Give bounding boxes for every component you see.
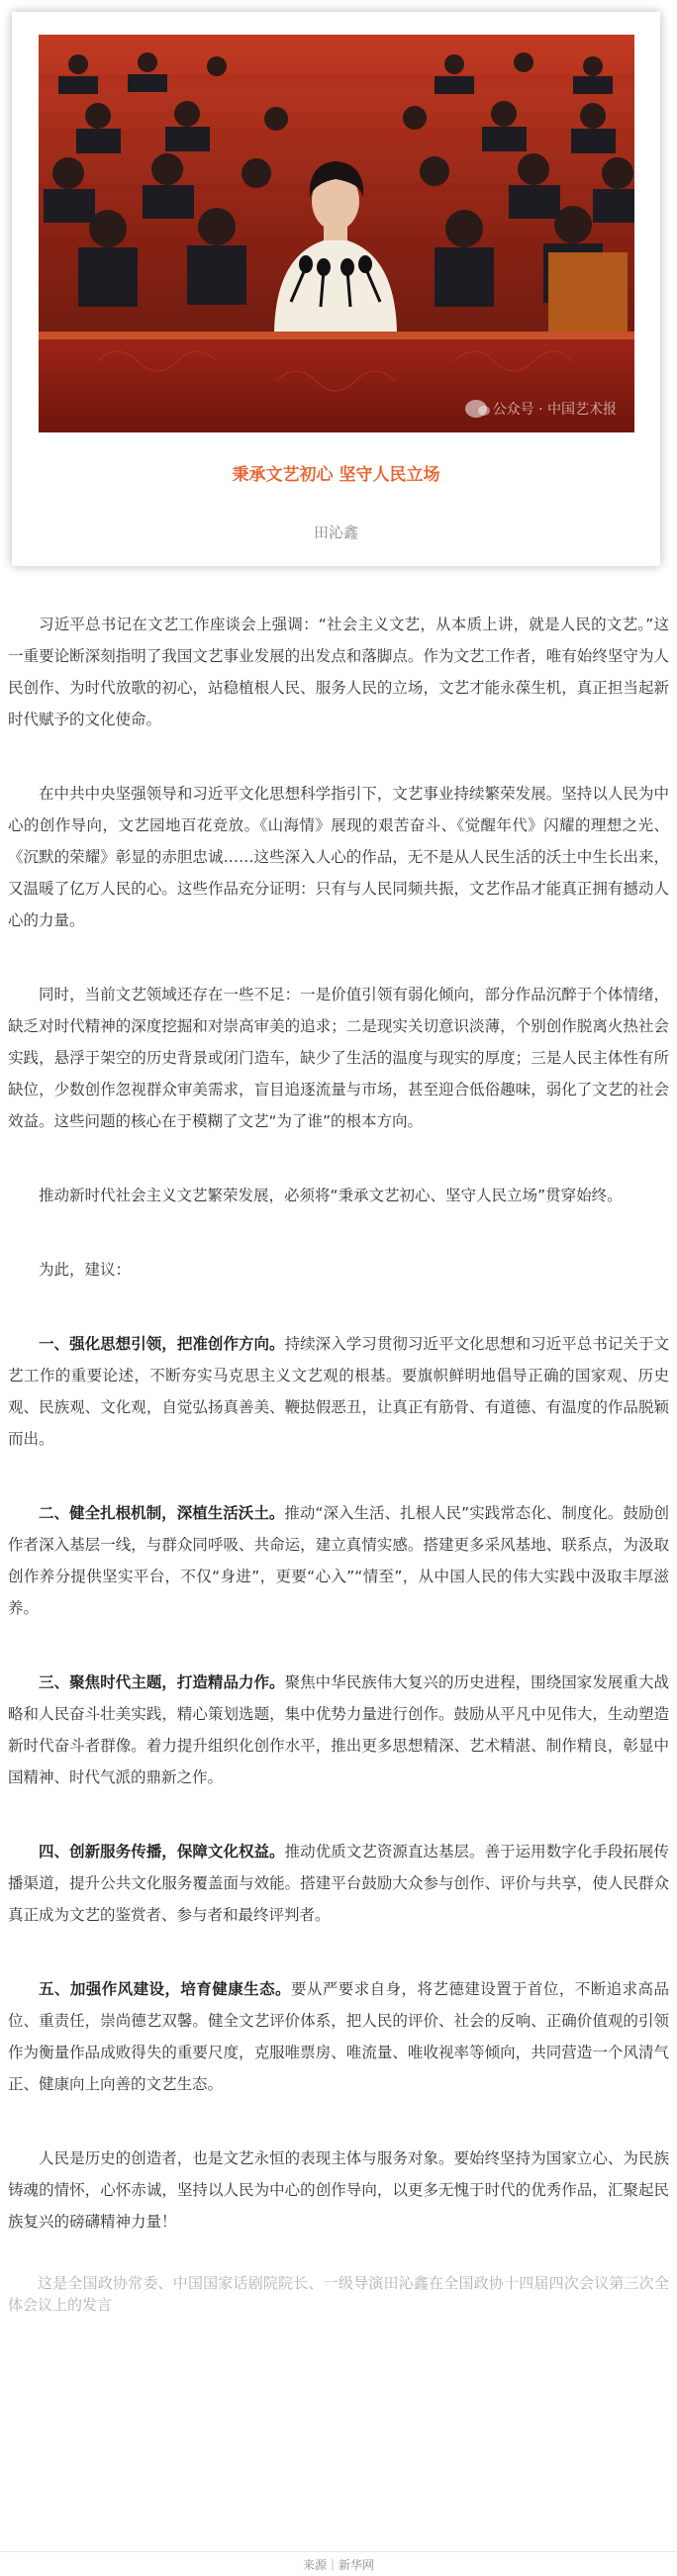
proposal-heading: 四、创新服务传播，保障文化权益。 xyxy=(39,1843,285,1860)
footer-divider xyxy=(0,2551,677,2552)
article-title: 秉承文艺初心 坚守人民立场 xyxy=(232,465,440,485)
watermark xyxy=(465,399,617,419)
article-author: 田沁鑫 xyxy=(313,524,358,541)
paragraph: 习近平总书记在文艺工作座谈会上强调：“社会主义文艺，从本质上讲，就是人民的文艺。”这一重要论断深刻指明了我国文艺事业发展的出发点和落脚点。作为文艺工作者，唯有始终坚守为人民创作、为时代放歌的初心，站稳植根人民、服务人民的立场，文艺才能永葆生机，真正担当起新时代赋予的文化使命。 xyxy=(8,616,669,728)
header-card xyxy=(12,12,660,566)
paragraph: 推动新时代社会主义文艺繁荣发展，必须将“秉承文艺初心、坚守人民立场”贯穿始终。 xyxy=(39,1187,623,1204)
proposal-2: 二、健全扎根机制，深植生活沃土。推动“深入生活、扎根人民”实践常态化、制度化。鼓励创作者深入基层一线，与群众同呼吸、共命运，建立真情实感。搭建更多采风基地、联系点，为汲取创作养分提供坚实平台，不仅“身进”，更要“心入”“情至”，从中国人民的伟大实践中汲取丰厚滋养。 xyxy=(8,1504,669,1617)
article-body xyxy=(8,609,669,2358)
watermark-text: 公众号 · 中国艺术报 xyxy=(492,402,617,418)
paragraph: 为此，建议： xyxy=(39,1261,132,1279)
proposal-5: 五、加强作风建设，培育健康生态。要从严要求自身，将艺德建设置于首位，不断追求高品位、重责任，崇尚德艺双馨。健全文艺评价体系，把人民的评价、社会的反响、正确价值观的引领作为衡量作品成败得失的重要尺度，克服唯票房、唯流量、唯收视率等倾向，共同营造一个风清气正、健康向上向善的文艺生态。 xyxy=(8,1980,669,2093)
proposal-4: 四、创新服务传播，保障文化权益。推动优质文艺资源直达基层。善于运用数字化手段拓展传播渠道，提升公共文化服务覆盖面与效能。搭建平台鼓励大众参与创作、评价与共享，使人民群众真正成为文艺的鉴赏者、参与者和最终评判者。 xyxy=(8,1843,669,1924)
paragraph: 同时，当前文艺领域还存在一些不足：一是价值引领有弱化倾向，部分作品沉醉于个体情绪，缺乏对时代精神的深度挖掘和对崇高审美的追求；二是现实关切意识淡薄，个别创作脱离火热社会实践，悬浮于架空的历史背景或闭门造车，缺少了生活的温度与现实的厚度；三是人民主体性有所缺位，少数创作忽视群众审美需求，盲目追逐流量与市场，甚至迎合低俗趣味，弱化了文艺的社会效益。这些问题的核心在于模糊了文艺“为了谁”的根本方向。 xyxy=(8,986,669,1130)
paragraph: 在中共中央坚强领导和习近平文化思想科学指引下，文艺事业持续繁荣发展。坚持以人民为中心的创作导向，文艺园地百花竞放。《山海情》展现的艰苦奋斗、《觉醒年代》闪耀的理想之光、《沉默的荣耀》彰显的赤胆忠诚……这些深入人心的作品，无不是从人民生活的沃土中生长出来，又温暖了亿万人民的心。这些作品充分证明：只有与人民同频共振，文艺作品才能真正拥有撼动人心的力量。 xyxy=(8,785,669,929)
photo-illustration xyxy=(39,35,634,432)
paragraph: 人民是历史的创造者，也是文艺永恒的表现主体与服务对象。要始终坚持为国家立心、为民族铸魂的情怀，心怀赤诚，坚持以人民为中心的创作导向，以更多无愧于时代的优秀作品，汇聚起民族复兴的磅礴精神力量！ xyxy=(8,2149,669,2231)
source-footer: 来源｜新华网 xyxy=(302,2558,374,2572)
proposal-heading: 一、强化思想引领，把准创作方向。 xyxy=(39,1335,285,1353)
proposal-heading: 三、聚焦时代主题，打造精品力作。 xyxy=(39,1673,285,1691)
proposal-heading: 二、健全扎根机制，深植生活沃土。 xyxy=(39,1504,285,1522)
proposal-heading: 五、加强作风建设，培育健康生态。 xyxy=(39,1980,291,1998)
proposal-3: 三、聚焦时代主题，打造精品力作。聚焦中华民族伟大复兴的历史进程，围绕国家发展重大战略和人民奋斗壮美实践，精心策划选题，集中优势力量进行创作。鼓励从平凡中见伟大，生动塑造新时代奋斗者群像。着力提升组织化创作水平，推出更多思想精深、艺术精湛、制作精良，彰显中国精神、时代气派的鼎新之作。 xyxy=(8,1673,669,1786)
proposal-1: 一、强化思想引领，把准创作方向。持续深入学习贯彻习近平文化思想和习近平总书记关于文艺工作的重要论述，不断夯实马克思主义文艺观的根基。要旗帜鲜明地倡导正确的国家观、历史观、民族观、文化观，自觉弘扬真善美、鞭挞假恶丑，让真正有筋骨、有道德、有温度的作品脱颖而出。 xyxy=(8,1335,669,1448)
speech-note: 这是全国政协常委、中国国家话剧院院长、一级导演田沁鑫在全国政协十四届四次会议第三次全体会议上的发言 xyxy=(8,2274,669,2314)
speaker-photo xyxy=(39,35,634,432)
wechat-icon xyxy=(465,400,487,418)
